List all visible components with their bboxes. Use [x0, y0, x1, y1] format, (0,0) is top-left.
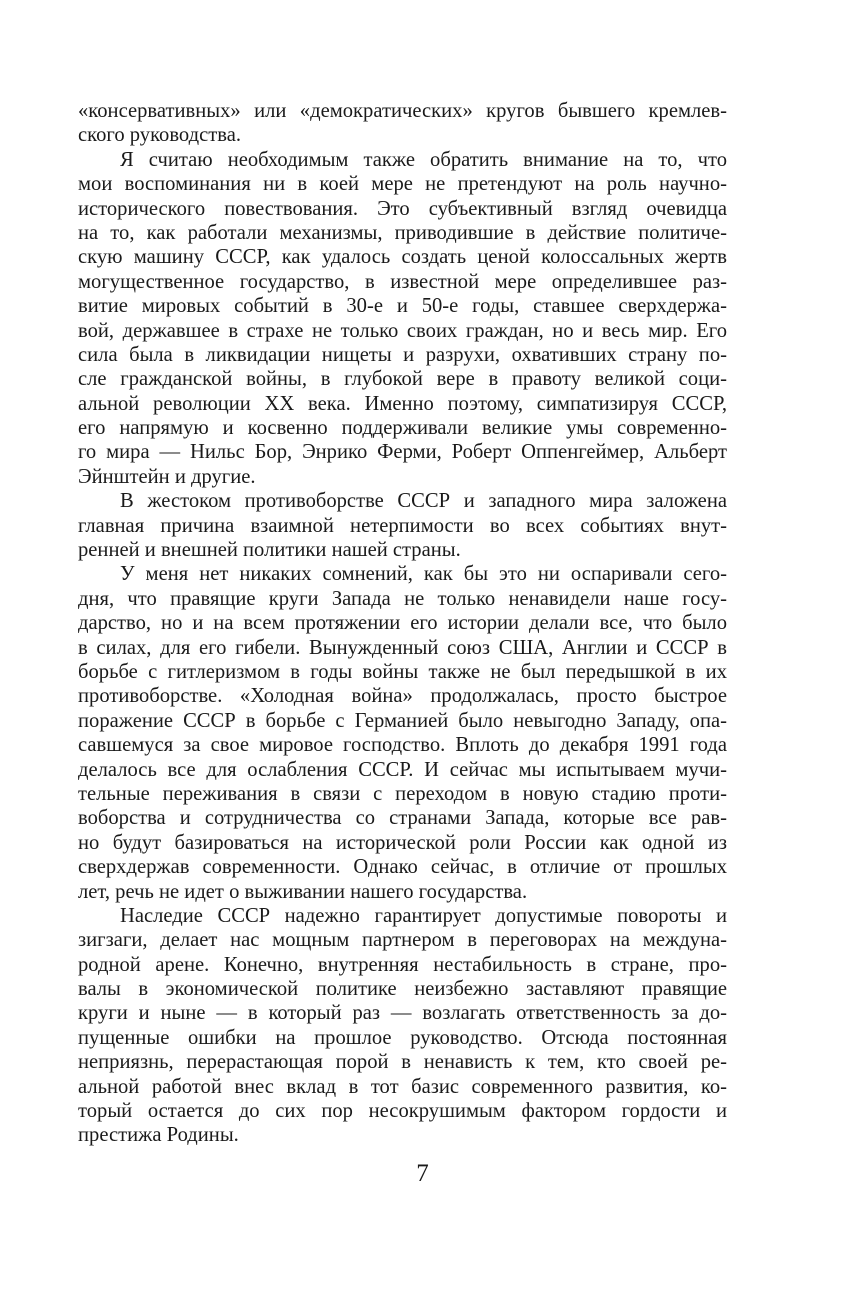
text-line: главная причина взаимной нетерпимости во всех событиях внут-	[78, 514, 727, 537]
text-line: делалось все для ослабления СССР. И сейчас мы испытываем мучи-	[78, 758, 727, 781]
text-line: валы в экономической политике неизбежно заставляют правящие	[78, 978, 727, 1001]
text-line: «консервативных» или «демократических» кругов бывшего кремлев-	[78, 100, 727, 122]
text-line: Я считаю необходимым также обратить внимание на то, что	[120, 148, 727, 171]
text-line: его напрямую и косвенно поддерживали великие умы современно-	[78, 417, 727, 440]
paragraph	[78, 489, 727, 562]
paragraph	[78, 562, 727, 903]
text-line: противоборстве. «Холодная война» продолжалась, просто быстрое	[78, 685, 727, 708]
paragraph	[78, 99, 727, 148]
text-line: скую машину СССР, как удалось создать ценой колоссальных жертв	[78, 246, 727, 269]
text-line: ренней и внешней политики нашей страны.	[78, 539, 461, 562]
text-line: престижа Родины.	[78, 1124, 239, 1147]
text-line: лет, речь не идет о выживании нашего государства.	[78, 880, 528, 903]
text-line: воборства и сотрудничества со странами Запада, которые все рав-	[78, 807, 727, 830]
text-line: исторического повествования. Это субъективный взгляд очевидца	[78, 197, 727, 220]
text-line: мои воспоминания ни в коей мере не претендуют на роль научно-	[78, 173, 727, 196]
text-line: тельные переживания в связи с переходом в новую стадию проти-	[78, 782, 727, 805]
text-line: торый остается до сих пор несокрушимым фактором гордости и	[78, 1100, 727, 1123]
text-line: витие мировых событий в 30-е и 50-е годы, ставшее сверхдержа-	[78, 295, 727, 318]
text-line: родной арене. Конечно, внутренняя нестабильность в стране, про-	[78, 953, 727, 976]
text-line: борьбе с гитлеризмом в годы войны также не был передышкой в их	[78, 660, 727, 683]
text-line: альной революции XX века. Именно поэтому, симпатизируя СССР,	[78, 392, 727, 415]
text-line: дарство, но и на всем протяжении его истории делали все, что было	[78, 612, 727, 635]
text-line: круги и ныне — в который раз — возлагать ответственность за до-	[78, 1002, 727, 1025]
text-line: могущественное государство, в известной мере определившее раз-	[78, 270, 727, 293]
paragraph	[78, 148, 727, 489]
text-line: на то, как работали механизмы, приводившие в действие политиче-	[78, 221, 727, 244]
text-line: вой, державшее в страхе не только своих граждан, но и весь мир. Его	[78, 319, 727, 342]
text-line: У меня нет никаких сомнений, как бы это ни оспаривали сего-	[120, 563, 727, 586]
text-line: савшемуся за свое мировое господство. Вплоть до декабря 1991 года	[78, 734, 727, 757]
text-line: зигзаги, делает нас мощным партнером в переговорах на междуна-	[78, 929, 727, 952]
text-line: дня, что правящие круги Запада не только ненавидели наше госу-	[78, 587, 727, 610]
text-line: неприязнь, перерастающая порой в ненависть к тем, кто своей ре-	[78, 1051, 727, 1074]
text-line: сила была в ликвидации нищеты и разрухи, охвативших страну по-	[78, 343, 727, 366]
paragraph	[78, 904, 727, 1148]
text-line: поражение СССР в борьбе с Германией было невыгодно Западу, опа-	[78, 709, 727, 732]
text-line: альной работой внес вклад в тот базис современного развития, ко-	[78, 1075, 727, 1098]
page-number: 7	[416, 1160, 429, 1187]
text-line: Наследие СССР надежно гарантирует допустимые повороты и	[120, 904, 727, 927]
text-line: сверхдержав современности. Однако сейчас, в отличие от прошлых	[78, 856, 727, 879]
text-line: но будут базироваться на исторической роли России как одной из	[78, 831, 727, 854]
text-line: В жестоком противоборстве СССР и западного мира заложена	[120, 490, 727, 513]
text-line: пущенные ошибки на прошлое руководство. Отсюда постоянная	[78, 1026, 727, 1049]
text-line: ского руководства.	[78, 124, 241, 147]
text-line: в силах, для его гибели. Вынужденный союз США, Англии и СССР в	[78, 636, 727, 659]
text-line: го мира — Нильс Бор, Энрико Ферми, Роберт Оппенгеймер, Альберт	[78, 441, 727, 464]
text-line: Эйнштейн и другие.	[78, 465, 256, 488]
text-line: сле гражданской войны, в глубокой вере в правоту великой соци-	[78, 368, 727, 391]
page-body	[78, 99, 727, 1148]
